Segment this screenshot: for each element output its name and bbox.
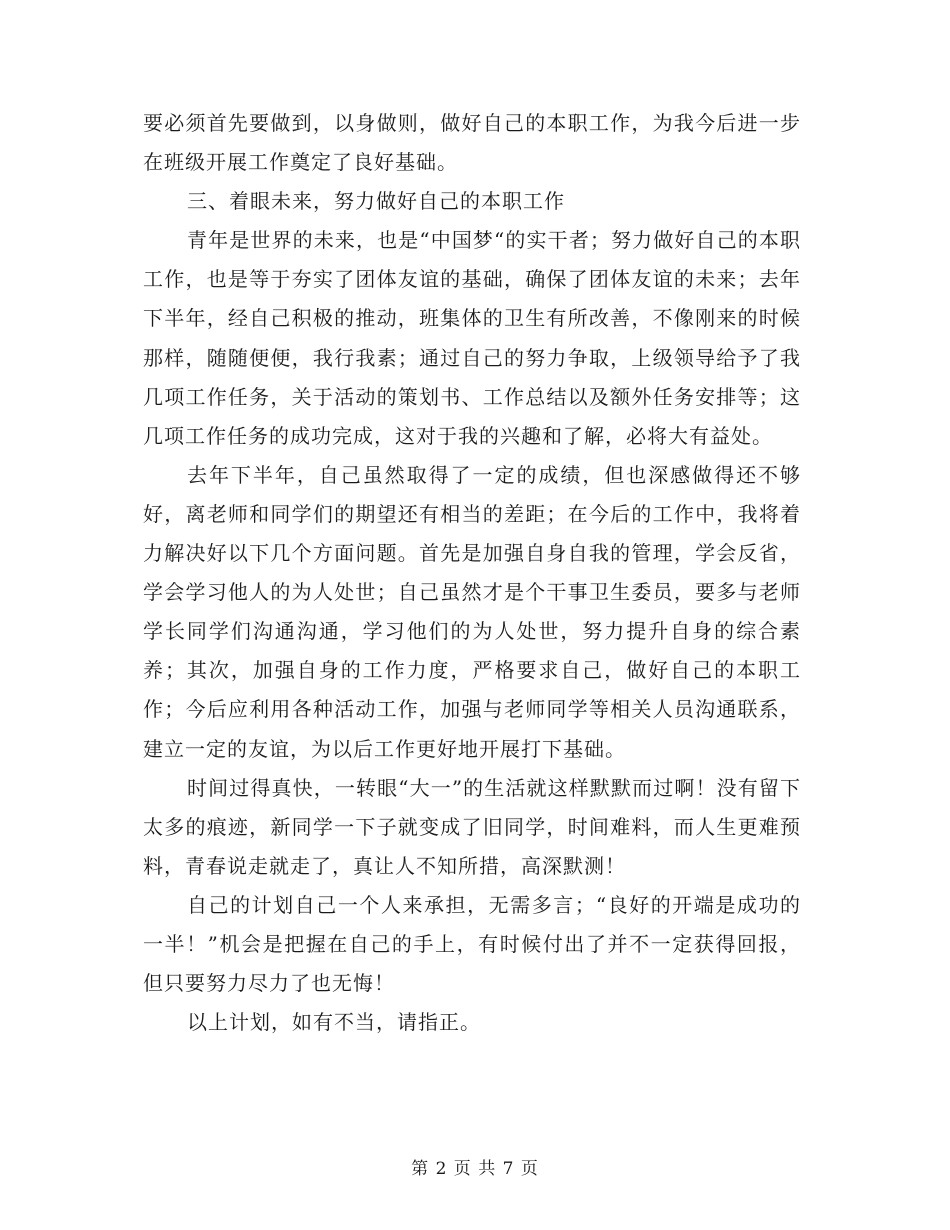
paragraph-continuation: 要必须首先要做到，以身做则，做好自己的本职工作，为我今后进一步在班级开展工作奠定了良好基础。	[143, 111, 801, 175]
paragraph: 青年是世界的未来，也是“中国梦“的实干者；努力做好自己的本职工作，也是等于夯实了团体友谊的基础，确保了团体友谊的未来；去年下半年，经自己积极的推动，班集体的卫生有所改善，不像刚来的时候那样，随随便便，我行我素；通过自己的努力争取，上级领导给予了我几项工作任务，关于活动的策划书、工作总结以及额外任务安排等；这几项工作任务的成功完成，这对于我的兴趣和了解，必将大有益处。	[143, 228, 801, 448]
paragraph-closing: 以上计划，如有不当，请指正。	[187, 1010, 481, 1035]
paragraph: 自己的计划自己一个人来承担，无需多言；“良好的开端是成功的一半！”机会是把握在自己的手上，有时候付出了并不一定获得回报，但只要努力尽力了也无悔！	[143, 892, 801, 996]
page-number-footer: 第 2 页 共 7 页	[411, 1159, 539, 1179]
paragraph: 时间过得真快，一转眼“大一”的生活就这样默默而过啊！没有留下太多的痕迹，新同学一下子就变成了旧同学，时间难料，而人生更难预料，青春说走就走了，真让人不知所措，高深默测！	[143, 775, 801, 878]
paragraph: 去年下半年，自己虽然取得了一定的成绩，但也深感做得还不够好，离老师和同学们的期望还有相当的差距；在今后的工作中，我将着力解决好以下几个方面问题。首先是加强自身自我的管理，学会反省，学会学习他人的为人处世；自己虽然才是个干事卫生委员，要多与老师学长同学们沟通沟通，学习他们的为人处世，努力提升自身的综合素养；其次，加强自身的工作力度，严格要求自己，做好自己的本职工作；今后应利用各种活动工作，加强与老师同学等相关人员沟通联系，建立一定的友谊，为以后工作更好地开展打下基础。	[143, 462, 801, 761]
document-body	[143, 104, 801, 1042]
section-heading: 三、着眼未来，努力做好自己的本职工作	[187, 189, 565, 214]
